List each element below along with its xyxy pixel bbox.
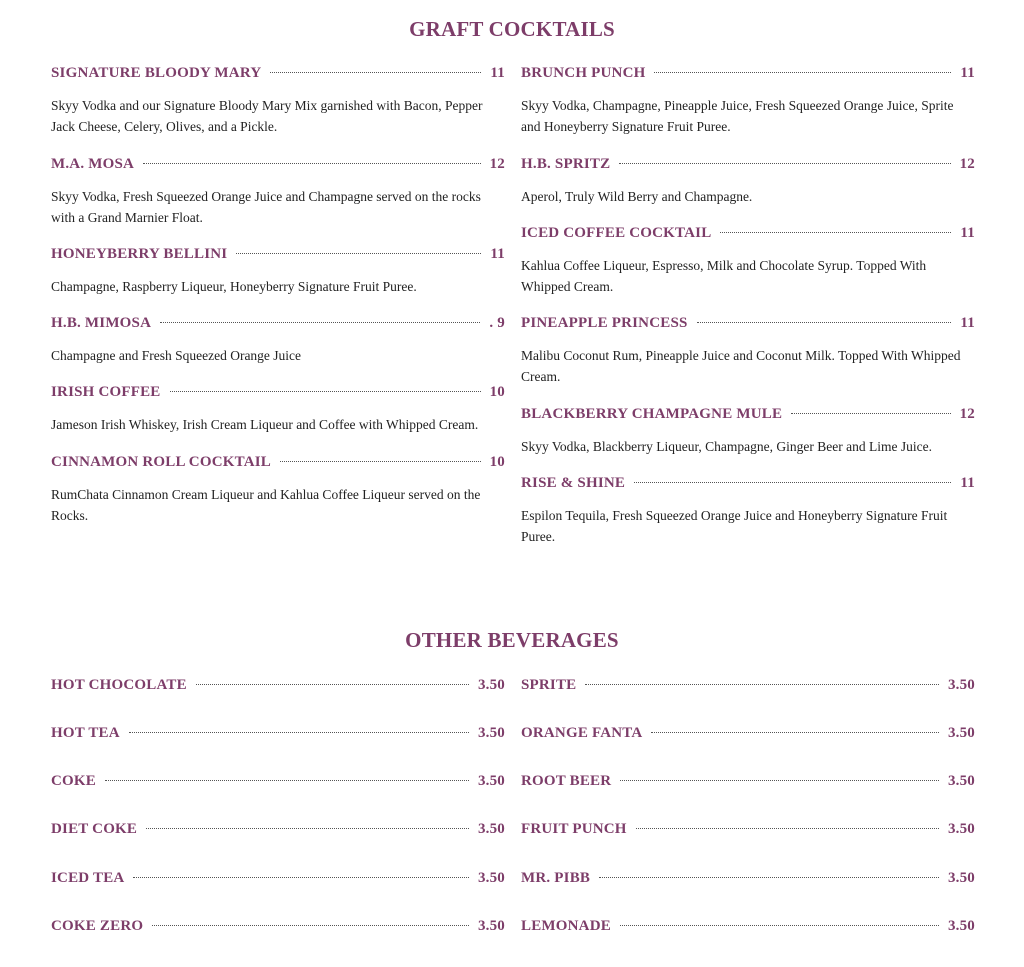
dot-leader	[634, 482, 951, 483]
item-price: 3.50	[947, 870, 975, 886]
item-price: 3.50	[947, 918, 975, 934]
item-price: 11	[960, 225, 975, 241]
item-description: Malibu Coconut Rum, Pineapple Juice and Coconut Milk. Topped With Whipped Cream.	[521, 348, 961, 384]
menu-item	[521, 406, 975, 457]
item-price: 3.50	[477, 821, 505, 837]
graft-cocktails-title: GRAFT COCKTAILS	[409, 17, 615, 41]
menu-item	[521, 65, 975, 137]
item-price: 3.50	[477, 773, 505, 789]
item-name: ICED TEA	[51, 870, 125, 886]
item-price: 3.50	[477, 725, 505, 741]
item-name: LEMONADE	[521, 918, 611, 934]
item-description: Skyy Vodka, Blackberry Liqueur, Champagne, Ginger Beer and Lime Juice.	[521, 439, 932, 454]
item-name: SPRITE	[521, 677, 577, 693]
item-name: PINEAPPLE PRINCESS	[521, 315, 688, 331]
beverage-item	[521, 870, 975, 890]
item-name: M.A. MOSA	[51, 156, 135, 172]
item-name: H.B. SPRITZ	[521, 156, 611, 172]
item-name: CINNAMON ROLL COCKTAIL	[51, 454, 271, 470]
menu-item	[51, 246, 505, 297]
item-price: 12	[959, 406, 975, 422]
dot-leader	[170, 391, 481, 392]
beverage-item	[521, 725, 975, 745]
item-name: HONEYBERRY BELLINI	[51, 246, 228, 262]
item-name: BRUNCH PUNCH	[521, 65, 646, 81]
dot-leader	[133, 877, 469, 878]
dot-leader	[599, 877, 939, 878]
dot-leader	[146, 828, 469, 829]
item-name: RISE & SHINE	[521, 475, 626, 491]
other-beverages-title: OTHER BEVERAGES	[405, 628, 619, 652]
item-price: 3.50	[477, 677, 505, 693]
item-price: 3.50	[477, 870, 505, 886]
item-name: COKE ZERO	[51, 918, 144, 934]
dot-leader	[143, 163, 481, 164]
item-description: RumChata Cinnamon Cream Liqueur and Kahlua Coffee Liqueur served on the Rocks.	[51, 487, 481, 523]
item-price: 3.50	[947, 725, 975, 741]
item-name: ORANGE FANTA	[521, 725, 643, 741]
beverage-item	[51, 677, 505, 697]
item-price: 12	[959, 156, 975, 172]
dot-leader	[654, 72, 951, 73]
beverage-item	[521, 821, 975, 841]
beverage-item	[521, 918, 975, 938]
item-price: 10	[489, 384, 505, 400]
item-price: 11	[490, 65, 505, 81]
menu-item	[51, 384, 505, 435]
menu-item	[51, 315, 505, 366]
menu-item	[51, 65, 505, 137]
dot-leader	[196, 684, 469, 685]
item-price: 3.50	[947, 773, 975, 789]
item-name: H.B. MIMOSA	[51, 315, 152, 331]
dot-leader	[280, 461, 481, 462]
item-name: IRISH COFFEE	[51, 384, 161, 400]
dot-leader	[129, 732, 469, 733]
item-price: 12	[489, 156, 505, 172]
dot-leader	[636, 828, 939, 829]
item-name: HOT TEA	[51, 725, 120, 741]
item-description: Skyy Vodka and our Signature Bloody Mary Mix garnished with Bacon, Pepper Jack Cheese, Celery, Olives, and a Pickle.	[51, 98, 483, 134]
item-description: Kahlua Coffee Liqueur, Espresso, Milk and Chocolate Syrup. Topped With Whipped Cream.	[521, 258, 927, 294]
dot-leader	[105, 780, 469, 781]
item-price: 11	[490, 246, 505, 262]
item-description: Champagne and Fresh Squeezed Orange Juice	[51, 348, 302, 363]
item-description: Espilon Tequila, Fresh Squeezed Orange Juice and Honeyberry Signature Fruit Puree.	[521, 508, 948, 544]
dot-leader	[791, 413, 950, 414]
item-price: 11	[960, 475, 975, 491]
dot-leader	[620, 780, 939, 781]
dot-leader	[720, 232, 951, 233]
beverage-item	[51, 870, 505, 890]
item-price: 11	[960, 315, 975, 331]
item-price: 3.50	[947, 677, 975, 693]
item-name: MR. PIBB	[521, 870, 591, 886]
item-name: COKE	[51, 773, 96, 789]
item-name: FRUIT PUNCH	[521, 821, 627, 837]
item-name: HOT CHOCOLATE	[51, 677, 187, 693]
item-description: Skyy Vodka, Fresh Squeezed Orange Juice and Champagne served on the rocks with a Grand Marnier Float.	[51, 189, 481, 225]
item-name: ROOT BEER	[521, 773, 612, 789]
item-name: DIET COKE	[51, 821, 138, 837]
dot-leader	[160, 322, 480, 323]
dot-leader	[697, 322, 952, 323]
item-description: Jameson Irish Whiskey, Irish Cream Liqueur and Coffee with Whipped Cream.	[51, 417, 479, 432]
dot-leader	[585, 684, 939, 685]
menu-item	[521, 475, 975, 547]
menu-item	[521, 315, 975, 387]
dot-leader	[236, 253, 481, 254]
item-name: BLACKBERRY CHAMPAGNE MULE	[521, 406, 783, 422]
beverage-item	[51, 773, 505, 793]
item-price: 10	[489, 454, 505, 470]
dot-leader	[270, 72, 481, 73]
item-description: Aperol, Truly Wild Berry and Champagne.	[521, 189, 753, 204]
item-price: . 9	[489, 315, 505, 331]
dot-leader	[152, 925, 469, 926]
menu-item	[51, 454, 505, 526]
dot-leader	[619, 163, 950, 164]
dot-leader	[651, 732, 939, 733]
item-price: 11	[960, 65, 975, 81]
item-price: 3.50	[477, 918, 505, 934]
menu-item	[521, 156, 975, 207]
beverage-item	[51, 918, 505, 938]
dot-leader	[620, 925, 939, 926]
beverage-item	[521, 677, 975, 697]
beverage-item	[521, 773, 975, 793]
menu-item	[521, 225, 975, 297]
beverage-item	[51, 821, 505, 841]
item-description: Skyy Vodka, Champagne, Pineapple Juice, Fresh Squeezed Orange Juice, Sprite and Honeyberry Signature Fruit Puree.	[521, 98, 954, 134]
menu-item	[51, 156, 505, 228]
beverage-item	[51, 725, 505, 745]
item-description: Champagne, Raspberry Liqueur, Honeyberry Signature Fruit Puree.	[51, 279, 417, 294]
item-name: ICED COFFEE COCKTAIL	[521, 225, 712, 241]
item-price: 3.50	[947, 821, 975, 837]
item-name: SIGNATURE BLOODY MARY	[51, 65, 262, 81]
